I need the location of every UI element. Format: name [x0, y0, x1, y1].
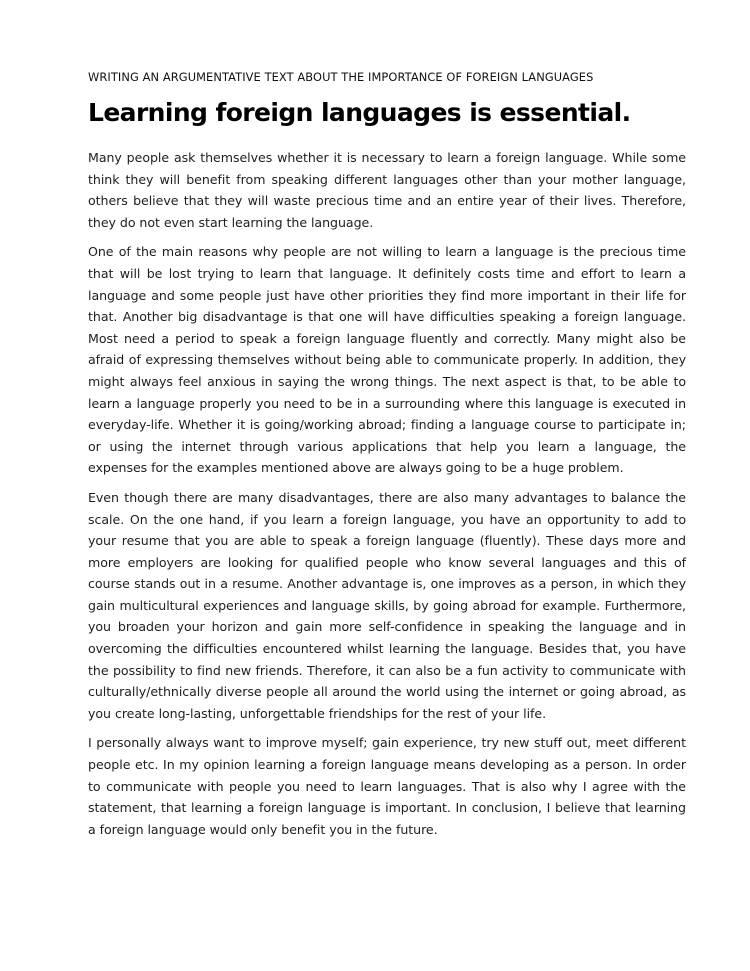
document-kicker: WRITING AN ARGUMENTATIVE TEXT ABOUT THE IMPORTANCE OF FOREIGN LANGUAGES	[88, 70, 594, 84]
paragraph-disadvantages: One of the main reasons why people are not willing to learn a language is the precious time that will be lost trying to learn that language. It definitely costs time and effort to learn a language and some people just have other priorities they find more important in their life for that. Another big disadvantage is that one will have difficulties speaking a foreign language. Most need a period to speak a foreign language fluently and correctly. Many might also be afraid of expressing themselves without being able to communicate properly. In addition, they might always feel anxious in saying the wrong things. The next aspect is that, to be able to learn a language properly you need to be in a surrounding where this language is executed in everyday-life. Whether it is going/working abroad; finding a language course to participate in; or using the internet through various applications that help you learn a language, the expenses for the examples mentioned above are always going to be a huge problem.	[88, 244, 686, 476]
document-title: Learning foreign languages is essential.	[88, 98, 631, 127]
paragraph-conclusion: I personally always want to improve myself; gain experience, try new stuff out, meet different people etc. In my opinion learning a foreign language means developing as a person. In order to communicate with people you need to learn languages. That is also why I agree with the statement, that learning a foreign language is important. In conclusion, I believe that learning a foreign language would only benefit you in the future.	[88, 735, 686, 837]
paragraph-advantages: Even though there are many disadvantages, there are also many advantages to balance the scale. On the one hand, if you learn a foreign language, you have an opportunity to add to your resume that you are able to speak a foreign language (fluently). These days more and more employers are looking for qualified people who know several languages and this of course stands out in a resume. Another advantage is, one improves as a person, in which they gain multicultural experiences and language skills, by going abroad for example. Furthermore, you broaden your horizon and gain more self-confidence in speaking the language and in overcoming the difficulties encountered whilst learning the language. Besides that, you have the possibility to find new friends. Therefore, it can also be a fun activity to communicate with culturally/ethnically diverse people all around the world using the internet or going abroad, as you create long-lasting, unforgettable friendships for the rest of your life.	[88, 489, 686, 721]
paragraph-intro: Many people ask themselves whether it is necessary to learn a foreign language. While some think they will benefit from speaking different languages other than your mother language, others believe that they will waste precious time and an entire year of their lives. Therefore, they do not even start learning the language.	[88, 150, 686, 230]
